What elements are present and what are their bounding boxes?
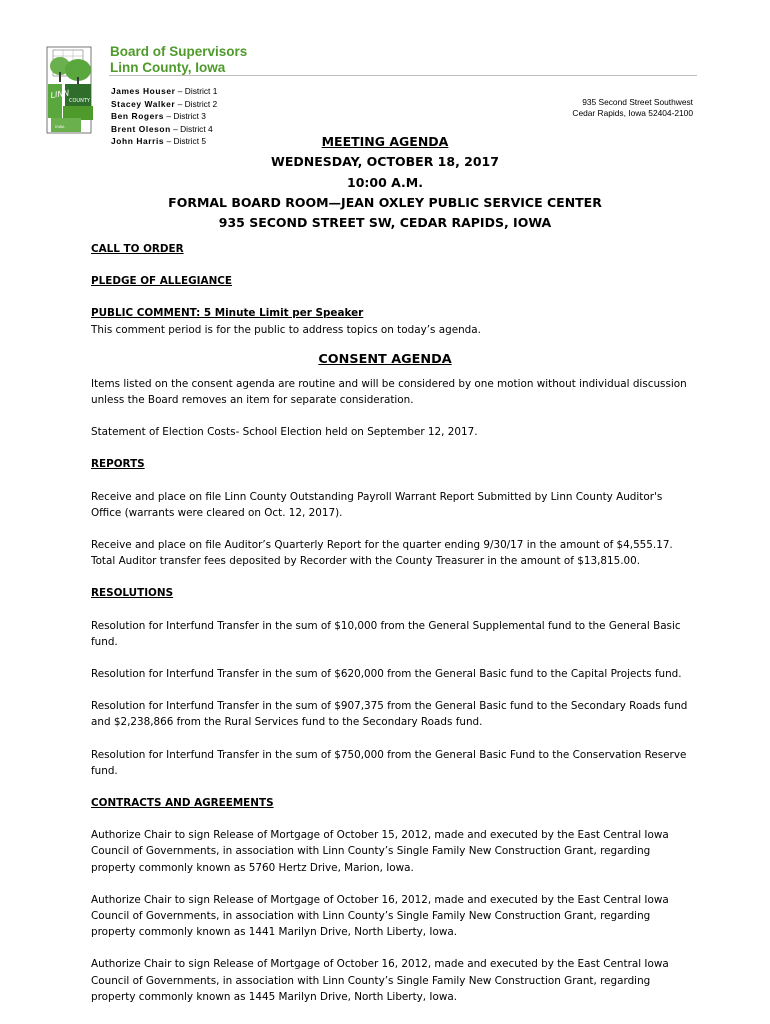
consent-agenda-heading: CONSENT AGENDA xyxy=(318,352,452,367)
org-line2: Linn County, Iowa xyxy=(110,60,226,75)
consent-intro-line2: unless the Board removes an item for separate consideration. xyxy=(91,394,414,407)
contract1-line2: Council of Governments, in association with Linn County’s Single Family New Construction Grant, regarding xyxy=(91,845,651,858)
address-line1: 935 Second Street Southwest xyxy=(582,97,693,107)
meeting-location: FORMAL BOARD ROOM—JEAN OXLEY PUBLIC SERVICE CENTER xyxy=(168,194,602,210)
resolution2-line1: Resolution for Interfund Transfer in the sum of $620,000 from the General Basic fund to the Capital Projects fund. xyxy=(91,668,682,681)
contract3-line3: property commonly known as 1445 Marilyn Drive, North Liberty, Iowa. xyxy=(91,990,457,1003)
header-rule xyxy=(109,75,697,76)
call-to-order-heading: CALL TO ORDER xyxy=(91,243,184,255)
agenda-body xyxy=(91,241,691,1005)
logo-iowa-text: IOWA xyxy=(55,125,65,129)
supervisor-item: John Harris – District 5 xyxy=(111,136,207,146)
public-comment-heading: PUBLIC COMMENT: 5 Minute Limit per Speaker xyxy=(91,307,364,320)
meeting-time: 10:00 A.M. xyxy=(347,174,423,190)
meeting-date: WEDNESDAY, OCTOBER 18, 2017 xyxy=(271,154,499,170)
resolutions-heading: RESOLUTIONS xyxy=(91,587,174,600)
supervisor-item: Brent Oleson – District 4 xyxy=(111,123,213,134)
pledge-heading: PLEDGE OF ALLEGIANCE xyxy=(91,275,232,288)
resolution3-line1: Resolution for Interfund Transfer in the sum of $907,375 from the General Basic fund to the Secondary Roads fund xyxy=(91,700,688,713)
organization-name xyxy=(110,44,247,76)
contract3-line1: Authorize Chair to sign Release of Mortgage of October 16, 2012, made and executed by the East Central Iowa xyxy=(91,958,669,971)
public-comment-text: This comment period is for the public to address topics on today’s agenda. xyxy=(91,323,481,336)
supervisor-item: Ben Rogers – District 3 xyxy=(111,111,206,121)
consent-intro-line1: Items listed on the consent agenda are routine and will be considered by one motion without individual discussion xyxy=(91,377,687,390)
org-line1: Board of Supervisors xyxy=(110,44,248,59)
meeting-address: 935 SECOND STREET SW, CEDAR RAPIDS, IOWA xyxy=(218,215,552,231)
contract2-line1: Authorize Chair to sign Release of Mortgage of October 16, 2012, made and executed by the East Central Iowa xyxy=(91,893,669,906)
contract3-line2: Council of Governments, in association with Linn County’s Single Family New Construction Grant, regarding xyxy=(91,974,651,987)
report2-line1: Receive and place on file Auditor’s Quarterly Report for the quarter ending 9/30/17 in the amount of $4,555.17. xyxy=(91,539,673,552)
contract2-line3: property commonly known as 1441 Marilyn Drive, North Liberty, Iowa. xyxy=(91,926,457,939)
meeting-title-block xyxy=(0,132,770,233)
supervisor-item: Stacey Walker – District 2 xyxy=(111,98,218,109)
resolution4-line2: fund. xyxy=(91,764,118,777)
contracts-heading: CONTRACTS AND AGREEMENTS xyxy=(91,797,274,810)
election-costs-item: Statement of Election Costs- School Election held on September 12, 2017. xyxy=(91,426,478,439)
linn-county-logo xyxy=(43,44,105,140)
resolution1-line2: fund. xyxy=(91,635,118,648)
contract1-line1: Authorize Chair to sign Release of Mortgage of October 15, 2012, made and executed by the East Central Iowa xyxy=(91,829,669,842)
report1-line2: Office (warrants were cleared on Oct. 12, 2017). xyxy=(91,506,343,519)
resolution1-line1: Resolution for Interfund Transfer in the sum of $10,000 from the General Supplemental fund to the General Basic xyxy=(91,619,681,632)
address-line2: Cedar Rapids, Iowa 52404-2100 xyxy=(572,108,693,118)
contract1-line3: property commonly known as 5760 Hertz Drive, Marion, Iowa. xyxy=(91,861,414,874)
meeting-agenda-title: MEETING AGENDA xyxy=(321,134,449,149)
logo-county-text: COUNTY xyxy=(69,98,90,104)
resolution4-line1: Resolution for Interfund Transfer in the sum of $750,000 from the General Basic Fund to the Conservation Reserve xyxy=(91,748,687,761)
office-address xyxy=(572,97,693,119)
report2-line2: Total Auditor transfer fees deposited by Recorder with the County Treasurer in the amount of $13,815.00. xyxy=(91,555,641,568)
logo-linn-text: LINN xyxy=(50,88,70,100)
resolution3-line2: and $2,238,866 from the Rural Services fund to the Secondary Roads fund. xyxy=(91,716,483,729)
supervisor-item: James Houser – District 1 xyxy=(111,86,218,96)
reports-heading: REPORTS xyxy=(91,458,145,471)
report1-line1: Receive and place on file Linn County Outstanding Payroll Warrant Report Submitted by Linn County Auditor's xyxy=(91,490,663,503)
contract2-line2: Council of Governments, in association with Linn County’s Single Family New Construction Grant, regarding xyxy=(91,910,651,923)
